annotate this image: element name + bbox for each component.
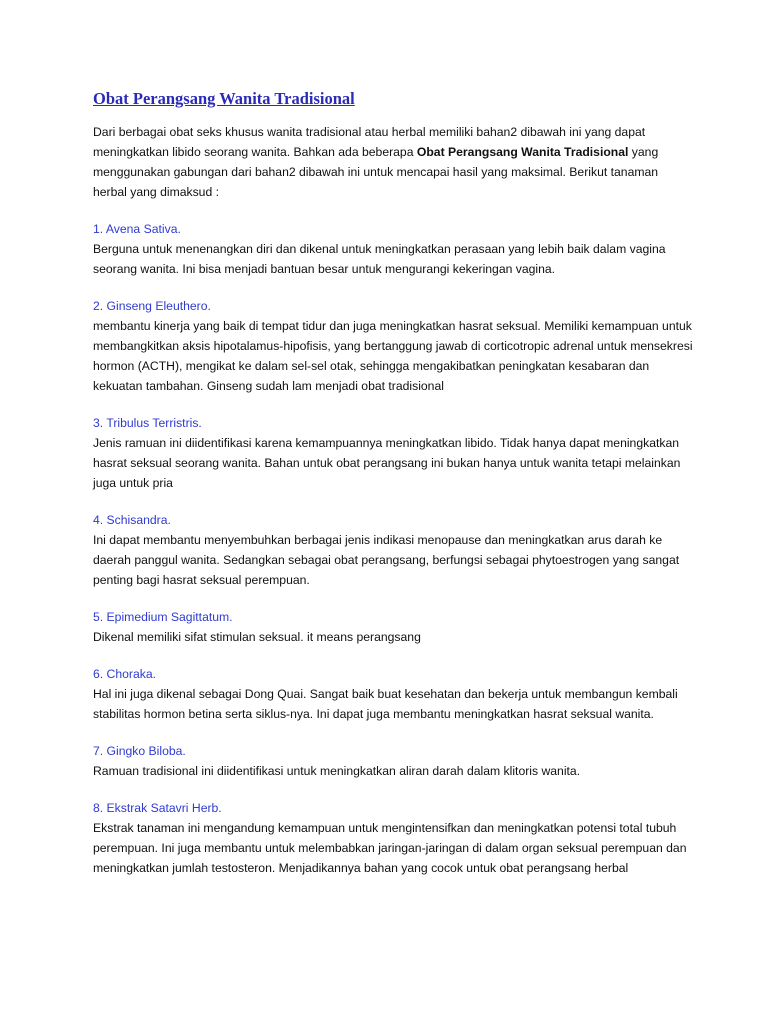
item-heading: 2. Ginseng Eleuthero. xyxy=(93,299,211,313)
list-item-1 xyxy=(93,219,693,279)
list-item-3 xyxy=(93,413,693,493)
intro-text-part2: yang menggunakan gabungan dari bahan2 dibawah ini untuk mencapai hasil yang maksimal. Berikut tanaman herbal yang dimaksud : xyxy=(93,145,659,199)
document-title[interactable]: Obat Perangsang Wanita Tradisional xyxy=(93,89,355,108)
item-description: Jenis ramuan ini diidentifikasi karena kemampuannya meningkatkan libido. Tidak hanya dapat meningkatkan hasrat seksual seorang wanita. Bahan untuk obat perangsang ini bukan hanya untuk wanita tetapi melainkan juga untuk pria xyxy=(93,436,681,490)
list-item-7 xyxy=(93,741,693,781)
item-heading: 7. Gingko Biloba. xyxy=(93,744,186,758)
item-description: Ramuan tradisional ini diidentifikasi untuk meningkatkan aliran darah dalam klitoris wanita. xyxy=(93,764,581,778)
document-page xyxy=(93,88,693,878)
item-heading: 8. Ekstrak Satavri Herb. xyxy=(93,801,222,815)
item-heading: 3. Tribulus Terristris. xyxy=(93,416,202,430)
intro-paragraph xyxy=(93,122,693,202)
item-heading: 5. Epimedium Sagittatum. xyxy=(93,610,233,624)
item-heading: 4. Schisandra. xyxy=(93,513,171,527)
intro-bold-keyword: Obat Perangsang Wanita Tradisional xyxy=(416,145,629,159)
item-heading: 6. Choraka. xyxy=(93,667,157,681)
item-description: Berguna untuk menenangkan diri dan dikenal untuk meningkatkan perasaan yang lebih baik dalam vagina seorang wanita. Ini bisa menjadi bantuan besar untuk mengurangi kekeringan vagina. xyxy=(93,242,666,276)
list-item-2 xyxy=(93,296,693,396)
item-description: Ekstrak tanaman ini mengandung kemampuan untuk mengintensifkan dan meningkatkan potensi total tubuh perempuan. Ini juga membantu untuk melembabkan jaringan-jaringan di dalam organ seksual perempuan dan meningkatkan jumlah testosteron. Menjadikannya bahan yang cocok untuk obat perangsang herbal xyxy=(93,821,687,875)
intro-text-part1: Dari berbagai obat seks khusus wanita tradisional atau herbal memiliki bahan2 dibawah ini yang dapat meningkatkan libido seorang wanita. Bahkan ada beberapa xyxy=(93,125,646,159)
item-description: Ini dapat membantu menyembuhkan berbagai jenis indikasi menopause dan meningkatkan arus darah ke daerah panggul wanita. Sedangkan sebagai obat perangsang, berfungsi sebagai phytoestrogen yang sangat penting bagi hasrat seksual perempuan. xyxy=(93,533,680,587)
item-description: Dikenal memiliki sifat stimulan seksual. it means perangsang xyxy=(93,630,421,644)
list-item-4 xyxy=(93,510,693,590)
list-item-6 xyxy=(93,664,693,724)
list-item-5 xyxy=(93,607,693,647)
item-description: membantu kinerja yang baik di tempat tidur dan juga meningkatkan hasrat seksual. Memiliki kemampuan untuk membangkitkan aksis hipotalamus-hipofisis, yang bertanggung jawab di corticotropic adrenal untuk mensekresi hormon (ACTH), mengikat ke dalam sel-sel otak, sehingga mengakibatkan peningkatan kesabaran dan kekuatan tambahan. Ginseng sudah lam menjadi obat tradisional xyxy=(93,319,693,393)
item-heading: 1. Avena Sativa. xyxy=(93,222,181,236)
item-description: Hal ini juga dikenal sebagai Dong Quai. Sangat baik buat kesehatan dan bekerja untuk membangun kembali stabilitas hormon betina serta siklus-nya. Ini dapat juga membantu meningkatkan hasrat seksual wanita. xyxy=(93,687,678,721)
list-item-8 xyxy=(93,798,693,878)
